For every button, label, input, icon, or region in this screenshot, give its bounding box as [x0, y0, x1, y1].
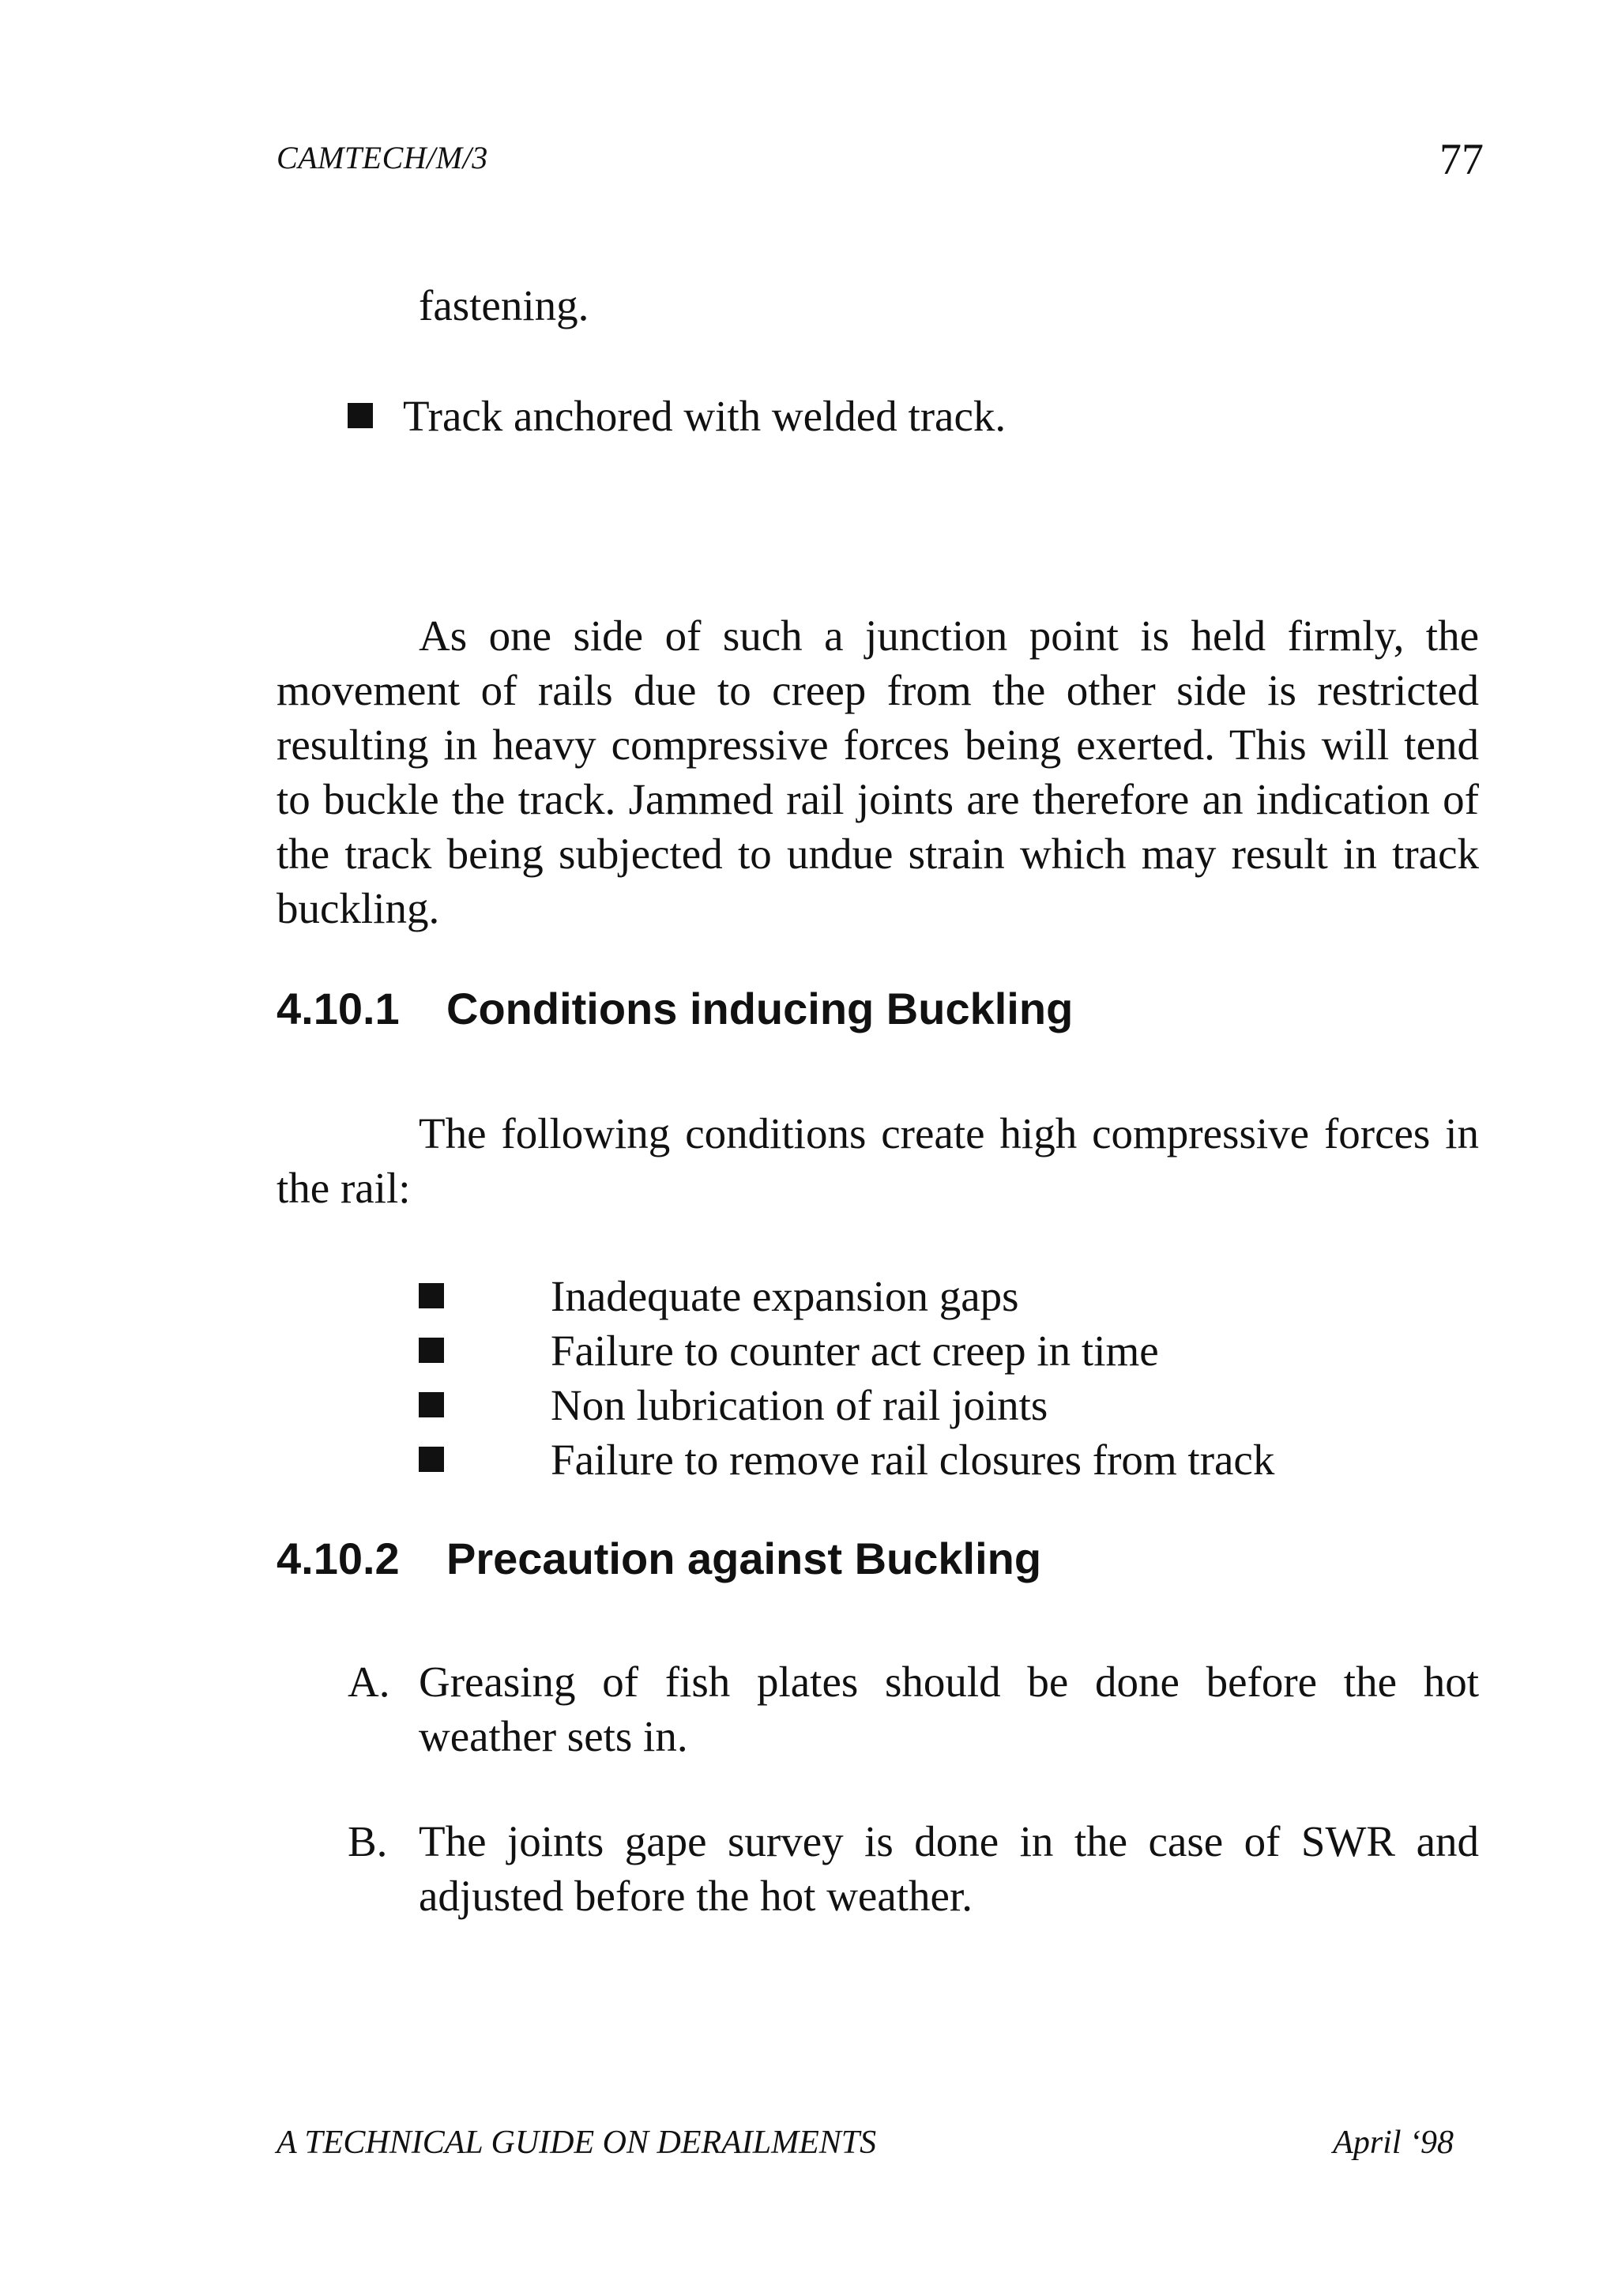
- section-heading-4-10-2: [277, 1533, 1041, 1584]
- list-item: Inadequate expansion gaps: [419, 1269, 1274, 1323]
- header-doc-code: CAMTECH/M/3: [277, 140, 488, 175]
- square-bullet-icon: [419, 1447, 444, 1472]
- paragraph-junction-point: As one side of such a junction point is held firmly, the movement of rails due to creep from the other side is restricted resulting in heavy compressive forces being exerted. This will tend to buckle the track. Jammed rail joints are therefore an indication of the track being subjected to undue strain which may result in track buckling.: [277, 612, 1479, 932]
- section-title: Precaution against Buckling: [446, 1534, 1042, 1583]
- top-bullet-text: Track anchored with welded track.: [403, 392, 1007, 440]
- precaution-item-a: [348, 1654, 1479, 1763]
- top-bullet-item: [348, 389, 1006, 443]
- section-number: 4.10.1: [277, 984, 400, 1033]
- list-item: Non lubrication of rail joints: [419, 1378, 1274, 1432]
- continuation-text: fastening.: [419, 281, 589, 329]
- square-bullet-icon: [348, 403, 373, 428]
- item-text: Greasing of fish plates should be done before the hot weather sets in.: [419, 1658, 1479, 1760]
- item-letter: B.: [348, 1817, 388, 1865]
- section-number: 4.10.2: [277, 1534, 400, 1583]
- footer-title: A TECHNICAL GUIDE ON DERAILMENTS: [277, 2125, 877, 2161]
- item-letter: A.: [348, 1658, 390, 1706]
- footer-date: April ‘98: [1333, 2125, 1454, 2161]
- list-item: Failure to remove rail closures from track: [419, 1432, 1274, 1487]
- square-bullet-icon: [419, 1338, 444, 1363]
- list-item: Failure to counter act creep in time: [419, 1323, 1274, 1378]
- section-heading-4-10-1: [277, 983, 1073, 1034]
- square-bullet-icon: [419, 1392, 444, 1417]
- page-number: 77: [1439, 135, 1484, 184]
- section-title: Conditions inducing Buckling: [446, 984, 1074, 1033]
- conditions-list: [419, 1269, 1274, 1487]
- item-text: The joints gape survey is done in the case of SWR and adjusted before the hot weather.: [419, 1817, 1479, 1920]
- square-bullet-icon: [419, 1283, 444, 1308]
- paragraph-conditions-intro: The following conditions create high compressive forces in the rail:: [277, 1109, 1479, 1212]
- precaution-item-b: [348, 1814, 1479, 1923]
